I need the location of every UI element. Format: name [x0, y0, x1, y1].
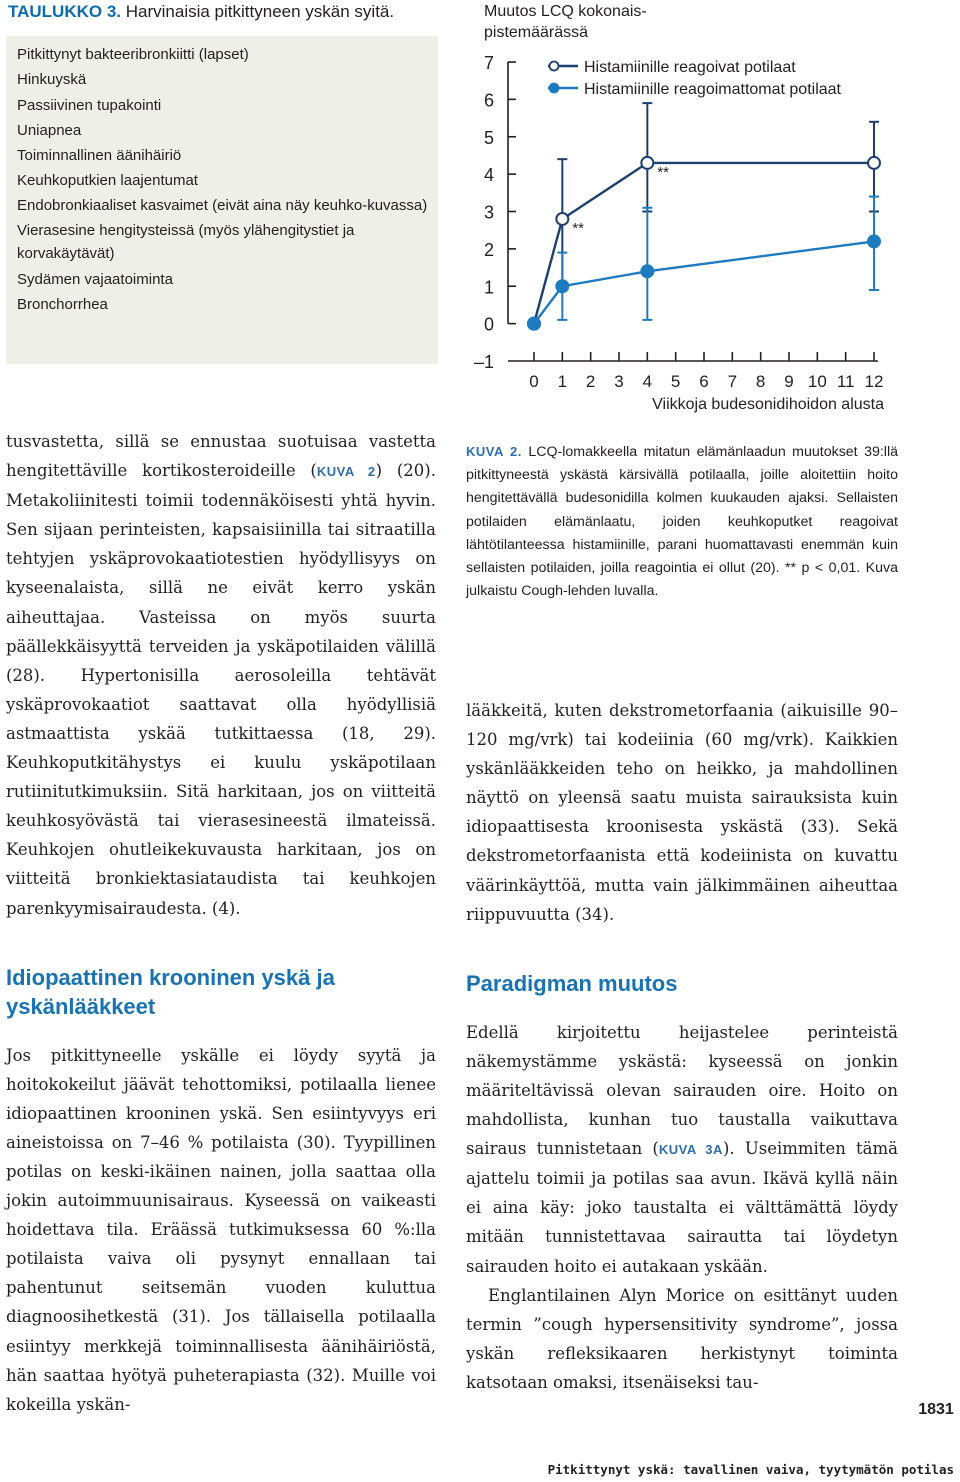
x-tick-label: 7	[727, 372, 738, 391]
table-caption	[8, 2, 448, 22]
y-tick-label: 4	[483, 165, 494, 186]
figure-label: KUVA 2.	[466, 444, 522, 459]
chart-ylabel: Muutos LCQ kokonais-	[484, 3, 647, 20]
table-item: Endobronkiaaliset kasvaimet (eivät aina näy keuhko-kuvassa)	[17, 196, 428, 214]
table-item: Uniapnea	[17, 121, 82, 139]
text-run: ) (20). Metakoliinitesti toimii todennäköisesti yhtä hyvin. Sen sijaan perinteisten, kapsaisiinilla tai sitraatilla tehtyjen yskäprovokaatiotestien hyödyllisyys on kyseenalaista, sillä ne eivät kerro yskän aiheuttajaa. Vasteissa on myös suurta päällekkäisyyttä terveiden ja yskäpotilaiden välillä (28). Hypertonisilla aerosoleilla tehtävät yskäprovokaatiot saattavat olla hyödyllisiä astmaattista yskää tutkittaessa (18, 29). Keuhkoputkitähystys ei kuulu yskäpotilaan rutiinitutkimuksiin. Sitä harkitaan, jos on viitteitä keuhkosyövästä tai vierasesineestä ilmateissä. Keuhkojen ohutleikekuvausta harkitaan, jos on viitteitä bronkiektasiataudista tai keuhkojen parenkyymisairaudesta. (4).	[6, 461, 436, 918]
table-title: Harvinaisia pitkittyneen yskän syitä.	[125, 2, 395, 21]
table-item: Vierasesine hengitysteissä (myös ylähengitystiet ja korvakäytävät)	[17, 221, 355, 262]
data-point	[641, 157, 653, 169]
x-tick-label: 1	[557, 372, 568, 391]
x-tick-label: 0	[529, 372, 539, 391]
data-point	[528, 318, 540, 330]
x-tick-label: 3	[614, 372, 624, 391]
y-tick-label: 7	[483, 53, 494, 73]
right-paragraph-1: lääkkeitä, kuten dekstrometorfaania (aikuisille 90–120 mg/vrk) tai kodeiinia (60 mg/vrk). Kaikkien yskänlääkkeiden teho on heikko, ja mahdollinen näyttö on yleensä saatu muista sairauksista kuin idiopaattisesta kroonisesta yskästä (33). Sekä dekstrometorfaanista että kodeiinista on kuvattu väärinkäyttöä, mutta vain jälkimmäinen aiheuttaa riippuvuutta (34).	[466, 701, 898, 924]
x-tick-label: 6	[699, 372, 709, 391]
y-tick-label: 0	[483, 314, 494, 335]
text-run: tusvastetta, sillä se ennustaa suotuisaa vastetta hengitettäville kortikosteroideille (	[6, 432, 436, 481]
legend-marker	[550, 84, 559, 93]
table-label: TAULUKKO 3.	[8, 2, 122, 21]
y-tick-label: 1	[483, 277, 494, 298]
section-heading: Paradigman muutos	[466, 970, 678, 996]
left-column	[6, 427, 436, 1419]
x-tick-label: 9	[784, 372, 794, 391]
x-tick-label: 12	[864, 372, 884, 391]
data-point	[641, 265, 653, 277]
series-group	[528, 103, 880, 330]
page-number: 1831	[918, 1401, 954, 1418]
chart-axes	[508, 62, 878, 361]
table-item: Pitkittynyt bakteeribronkiitti (lapset)	[17, 46, 249, 63]
table-item: Toiminnallinen äänihäiriö	[17, 147, 182, 165]
chart-xlabel: Viikkoja budesonidihoidon alusta	[652, 396, 884, 413]
y-tick-label: 2	[483, 239, 494, 260]
data-point	[868, 157, 880, 169]
table-item: Sydämen vajaatoiminta	[17, 270, 173, 288]
legend-entry: Histamiinille reagoivat potilaat	[584, 59, 796, 76]
data-point	[556, 280, 568, 292]
x-tick-label: 2	[585, 372, 596, 391]
legend-entry: Histamiinille reagoimattomat potilaat	[584, 81, 841, 98]
table-item: Passiivinen tupakointi	[17, 96, 162, 114]
x-tick-label: 10	[807, 372, 827, 391]
y-tick-label: –1	[473, 352, 494, 372]
x-tick-label: 5	[670, 372, 681, 391]
significance-marker: **	[657, 163, 670, 181]
y-tick-label: 6	[483, 90, 494, 111]
lcq-chart	[440, 0, 900, 420]
chart-legend	[548, 59, 842, 98]
y-tick-label: 3	[483, 202, 494, 223]
series-line	[534, 241, 874, 323]
legend-marker	[550, 62, 559, 71]
data-point	[868, 235, 880, 247]
right-paragraph-3: Englantilainen Alyn Morice on esittänyt uuden termin ”cough hypersensitivity syndrome”, jossa yskän refleksikaaren herkistynyt toiminta katsotaan omaksi, itsenäiseksi tau-	[466, 1285, 898, 1392]
x-tick-label: 11	[836, 372, 855, 391]
x-tick-label: 4	[642, 372, 653, 391]
running-footer: Pitkittynyt yskä: tavallinen vaiva, tyytymätön potilas	[547, 1462, 954, 1477]
text-run: ). Useimmiten tämä ajattelu toimii ja potilas saa avun. Ikävä kyllä näin ei aina käy: joko taustalta ei välttämättä löydy mitään tunnistettavaa sairautta tai löydetyn sairauden hoito ei autakaan yskään.	[466, 1139, 898, 1276]
series-group	[528, 197, 880, 330]
chart-ticks	[474, 53, 883, 391]
right-column	[466, 696, 898, 1397]
y-tick-label: 5	[483, 127, 494, 148]
table-item: Keuhkoputkien laajentumat	[17, 172, 198, 190]
x-tick-label: 8	[755, 372, 766, 391]
table-item: Bronchorrhea	[17, 296, 108, 314]
right-paragraph-2	[466, 1018, 898, 1281]
left-paragraph-2: Jos pitkittyneelle yskälle ei löydy syytä ja hoitokokeilut jäävät tehottomiksi, potilaalla lienee idiopaattinen krooninen yskä. Sen esiintyvyys eri aineistoissa on 7–46 % potilaista (30). Tyypillinen potilas on keski-ikäinen nainen, jolla saattaa olla jokin autoimmuunisairaus. Kyseessä on vaikeasti hoidettava tila. Eräässä tutkimuksessa 60 %:lla potilaista vaiva oli pysynyt ennallaan tai pahentunut seitsemän vuoden kuluttua diagnoosihetkestä (31). Jos tällaisella potilaalla esiintyy merkkejä toiminnallisesta äänihäiriöstä, hän saattaa hyötyä puheterapiasta (32). Muille voi kokeilla yskän-	[6, 1045, 436, 1414]
significance-marker: **	[572, 219, 585, 237]
chart-ylabel-line2: pistemäärässä	[484, 24, 589, 41]
series-line	[534, 163, 874, 324]
figure-caption	[466, 440, 898, 603]
figure-reference[interactable]: KUVA 2	[316, 464, 376, 480]
chart-series	[528, 103, 880, 330]
section-heading: Idiopaattinen krooninen yskä ja yskänlääkkeet	[6, 964, 335, 1019]
data-point	[556, 213, 568, 225]
figure-caption-text: LCQ-lomakkeella mitatun elämänlaadun muutokset 39:llä pitkittyneestä yskästä kärsivällä potilaalla, joille aloitettiin hoito hengitettävällä budesonidilla kolmen kuukauden ajaksi. Sellaisten potilaiden elämänlaatu, joiden keuhkoputket reagoivat lähtötilanteessa histamiinille, parani huomattavasti enemmän kuin sellaisten potilaiden, joilla reagointia ei ollut (20). ** p < 0,01. Kuva julkaistu Cough-lehden luvalla.	[466, 444, 898, 600]
table-item: Hinkuyskä	[17, 71, 87, 89]
text-run: Edellä kirjoitettu heijastelee perinteistä näkemystämme yskästä: kyseessä on jonkin määriteltävissä olevan sairauden oire. Hoito on mahdollista, kunhan tuo taustalla vaikuttava sairaus tunnistetaan (	[466, 1022, 898, 1159]
table-box	[6, 36, 438, 364]
left-paragraph-1	[6, 427, 436, 923]
figure-reference[interactable]: KUVA 3A	[658, 1142, 723, 1158]
